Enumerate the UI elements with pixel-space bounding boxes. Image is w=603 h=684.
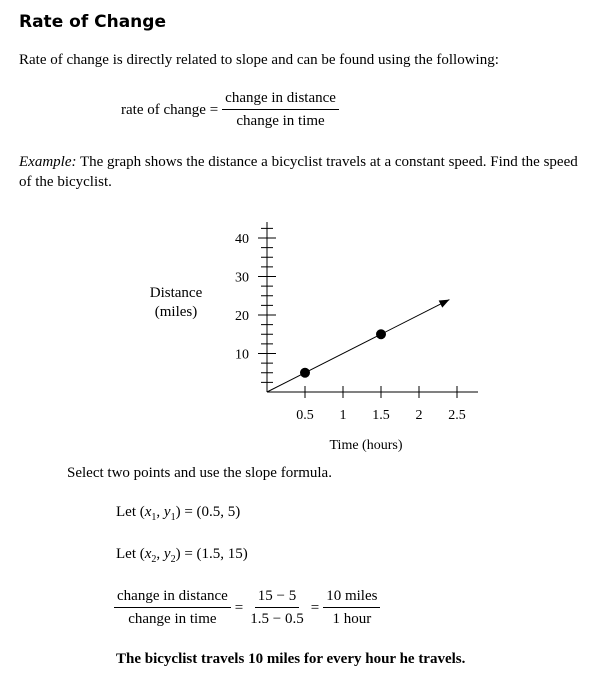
y-axis-label [140,284,212,322]
calc-fraction-3-num: 10 miles [323,588,380,608]
x-tick-label: 1.5 [372,408,390,423]
formula-lhs: rate of change = [121,101,219,118]
calc-fraction-1-den: change in time [128,611,217,627]
equals-sign: = [234,599,244,616]
y-tick-label: 10 [235,347,249,363]
point-1-definition [116,504,240,523]
example-text: The graph shows the distance a bicyclist travels at a constant speed. Find the speed of the bicyclist. [19,154,578,190]
page-title: Rate of Change [19,12,166,32]
let2-prefix: Let ( [116,546,145,562]
series-line [267,300,449,392]
calc-fraction-1-num: change in distance [114,588,231,608]
let1-y: y [163,504,171,520]
let2-xsub: 2 [151,554,157,565]
y-ticks [235,228,276,382]
let1-sep: , [156,504,164,520]
example-label: Example: [19,154,77,170]
let1-suffix: ) = (0.5, 5) [175,504,241,520]
x-tick-label: 1 [339,408,347,423]
data-point [376,329,386,339]
let2-x: x [144,546,152,562]
let2-ysub: 2 [170,554,176,565]
let1-ysub: 1 [170,512,176,523]
let2-suffix: ) = (1.5, 15) [175,546,248,562]
calc-fraction-1 [114,588,231,628]
let2-y: y [163,546,171,562]
y-tick-label: 30 [235,270,249,286]
equals-sign: = [310,599,320,616]
x-tick-label: 0.5 [296,408,314,423]
x-tick-label: 2.5 [448,408,466,423]
formula-numerator: change in distance [222,90,339,110]
data-point [300,368,310,378]
point-2-definition [116,546,248,565]
series [267,300,449,392]
x-axis-label: Time (hours) [329,438,403,453]
x-tick-label: 2 [415,408,423,423]
arrowhead [439,300,450,308]
slope-calculation [114,588,380,628]
intro-text: Rate of change is directly related to slope and can be found using the following: [19,52,499,68]
graph-axes [267,222,478,392]
let1-xsub: 1 [151,512,157,523]
calc-fraction-3-den: 1 hour [332,611,372,627]
calc-fraction-2-num: 15 − 5 [255,588,299,608]
let2-sep: , [156,546,164,562]
y-tick-label: 20 [235,309,249,324]
calc-fraction-3 [323,588,380,628]
let1-prefix: Let ( [116,504,145,520]
y-axis-label-line2: (miles) [154,304,198,320]
y-tick-label: 40 [235,232,249,247]
instruction-text: Select two points and use the slope formula. [67,465,332,481]
calc-fraction-2-den: 1.5 − 0.5 [250,611,304,627]
let1-x: x [144,504,152,520]
conclusion-text: The bicyclist travels 10 miles for every hour he travels. [116,651,466,667]
y-axis-label-line1: Distance [149,285,203,301]
calc-fraction-2 [247,588,306,628]
formula-denominator: change in time [236,113,325,129]
